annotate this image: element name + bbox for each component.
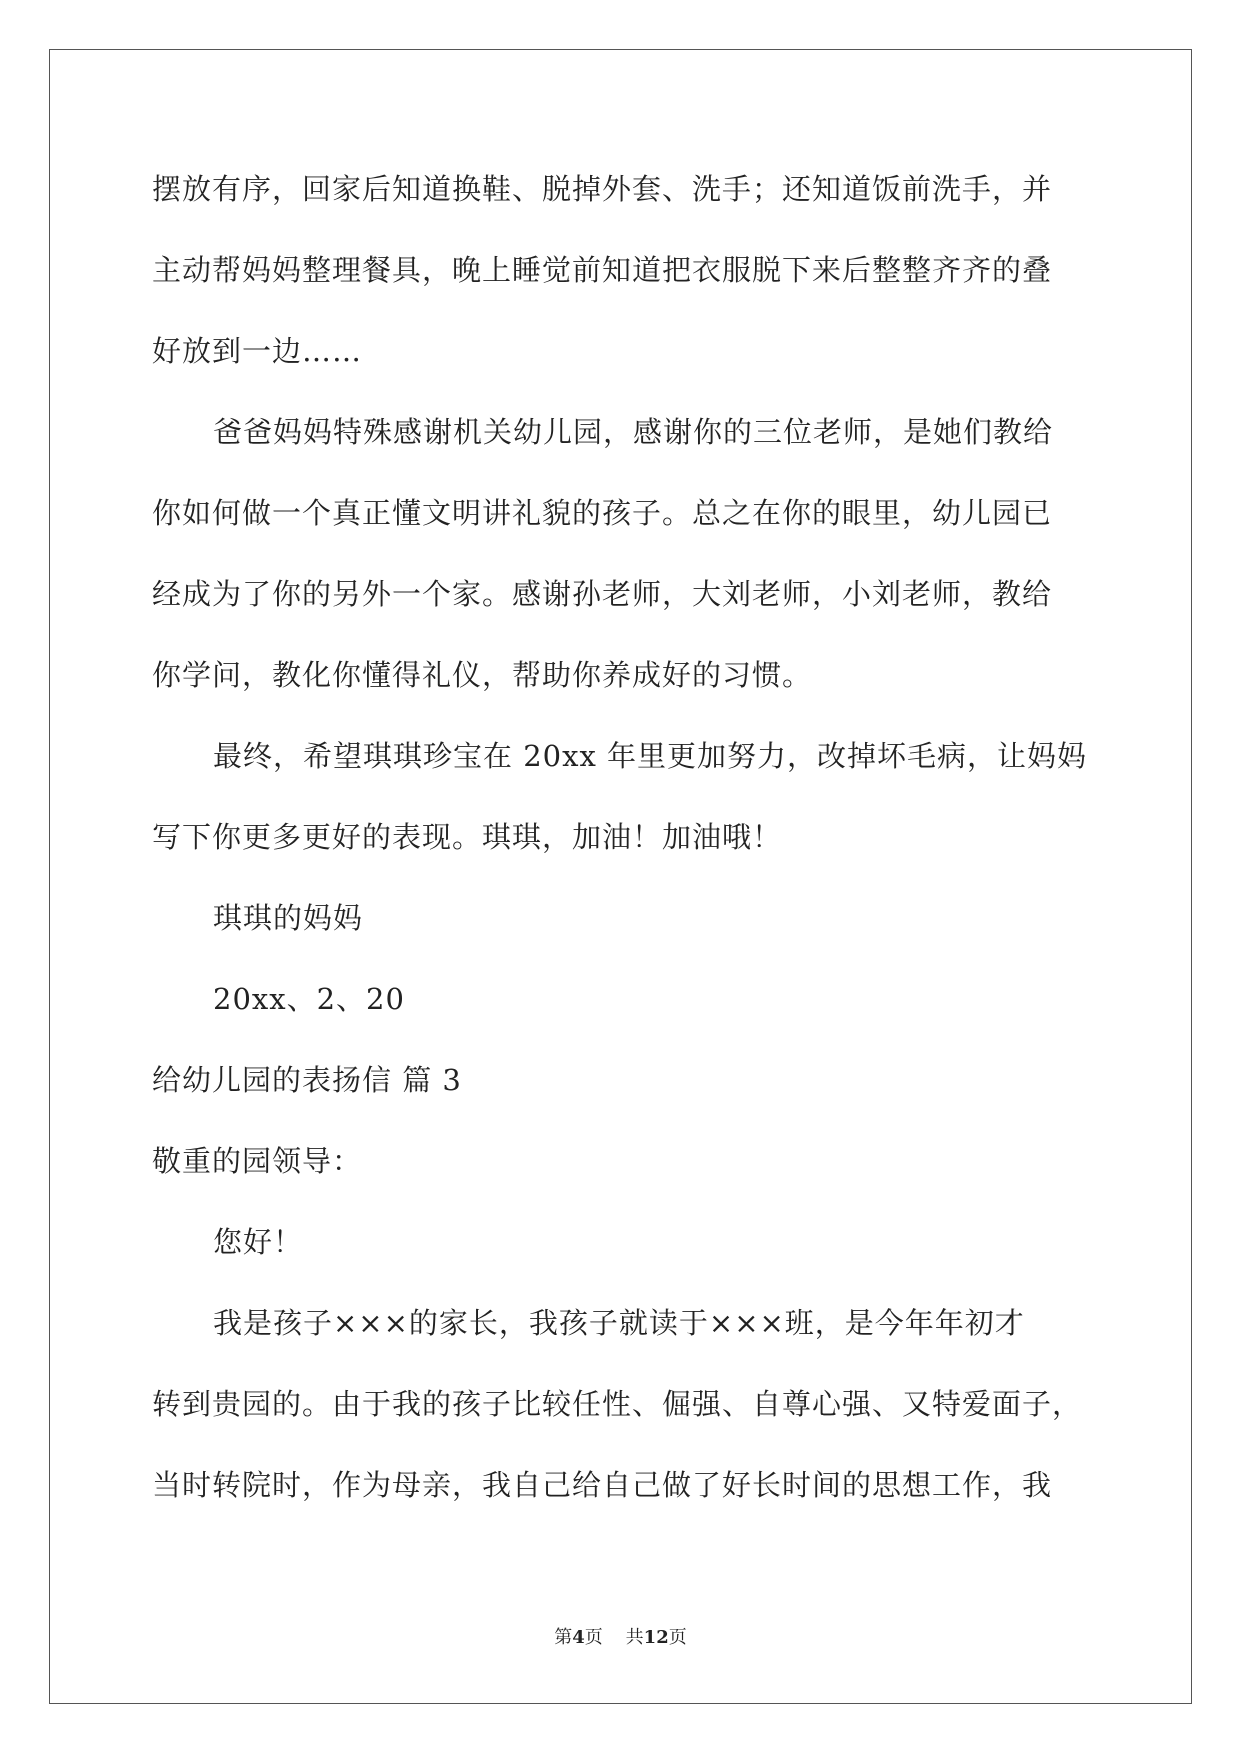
total-suffix: 页 <box>668 1627 687 1648</box>
page-footer <box>0 1623 1241 1649</box>
body-line: 主动帮妈妈整理餐具，晚上睡觉前知道把衣服脱下来后整整齐齐的叠 <box>152 253 1053 287</box>
paragraph-start-line: 爸爸妈妈特殊感谢机关幼儿园，感谢你的三位老师，是她们教给 <box>213 415 1054 449</box>
total-prefix: 共 <box>625 1627 644 1648</box>
signature-name: 琪琪的妈妈 <box>213 901 364 935</box>
salutation: 敬重的园领导： <box>152 1144 363 1178</box>
total-pages: 12 <box>643 1627 669 1648</box>
page-number: 4 <box>572 1627 585 1648</box>
body-line: 写下你更多更好的表现。琪琪，加油！加油哦！ <box>152 820 783 854</box>
body-line: 好放到一边…… <box>152 334 363 368</box>
body-line: 摆放有序，回家后知道换鞋、脱掉外套、洗手；还知道饭前洗手，并 <box>152 172 1053 206</box>
signature-date: 20xx、2、20 <box>213 982 405 1016</box>
body-line: 经成为了你的另外一个家。感谢孙老师，大刘老师，小刘老师，教给 <box>152 577 1053 611</box>
page-suffix: 页 <box>584 1627 603 1648</box>
paragraph-start-line: 我是孩子×××的家长，我孩子就读于×××班，是今年年初才 <box>213 1306 1025 1340</box>
greeting: 您好！ <box>213 1225 304 1259</box>
body-line: 你如何做一个真正懂文明讲礼貌的孩子。总之在你的眼里，幼儿园已 <box>152 496 1053 530</box>
body-line: 你学问，教化你懂得礼仪，帮助你养成好的习惯。 <box>152 658 813 692</box>
body-line: 转到贵园的。由于我的孩子比较任性、倔强、自尊心强、又特爱面子， <box>152 1387 1083 1421</box>
paragraph-start-line: 最终，希望琪琪珍宝在 20xx 年里更加努力，改掉坏毛病，让妈妈 <box>213 739 1088 773</box>
page-prefix: 第 <box>554 1627 573 1648</box>
body-line: 当时转院时，作为母亲，我自己给自己做了好长时间的思想工作，我 <box>152 1468 1053 1502</box>
document-body <box>152 161 1092 1538</box>
section-heading: 给幼儿园的表扬信 篇 3 <box>152 1063 462 1097</box>
